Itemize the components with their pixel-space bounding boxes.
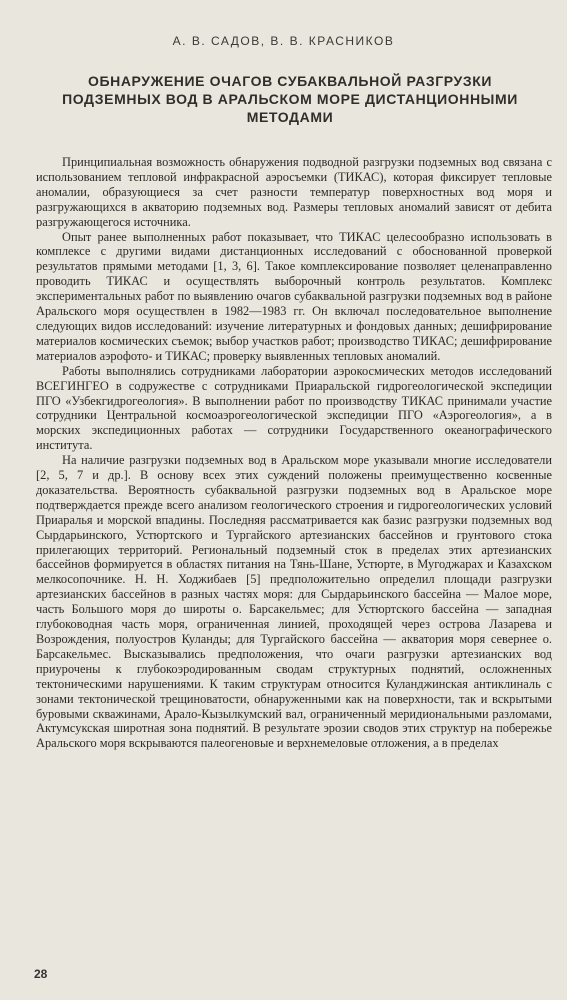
paragraph-3: Работы выполнялись сотрудниками лаборатории аэрокосмических методов исследований ВСЕГИНГЕО в содружестве с сотрудниками Приаральской гидрогеологической экспедиции ПГО «Узбекгидрогеология». В выполнении работ по производству ТИКАС принимали участие сотрудники Центральной космоаэрогеологической экспедиции ПГО «Аэрогеология», а в морских экспедиционных работах — сотрудники Государственного океанографического института. bbox=[36, 363, 552, 453]
paragraph-4: На наличие разгрузки подземных вод в Аральском море указывали многие исследователи [2, 5, 7 и др.]. В основу всех этих суждений положены преимущественно косвенные доказательства. Вероятность субаквальной разгрузки подземных вод в Аральское море подтверждается прежде всего анализом геологического строения и гидрогеологических условий Приаралья и морской впадины. Последняя рассматривается как базис разгрузки подземных вод Сырдарьинского, Устюртского и Тургайского артезианских бассейнов и грунтового стока прилегающих территорий. Региональный подземный сток в пределах этих артезианских бассейнов формируется в областях питания на Тянь-Шане, Устюрте, в Мугоджарах и Казахском мелкосопочнике. Н. Н. Ходжибаев [5] предположительно определил площади разгрузки артезианских бассейнов в разных частях моря: для Сырдарьинского бассейна — Малое море, часть Большого моря до широты о. Барсакельмес; для Устюртского бассейна — западная глубоководная часть моря, ограниченная линией, проходящей через острова Лазарева и Возрождения, полуостров Куланды; для Тургайского бассейна — акватория моря севернее о. Барсакельмес. Высказывались предположения, что очаги разгрузки артезианских вод приурочены к глубокоэродированным сводам структурных поднятий, осложненных тектоническими нарушениями. К таким структурам относится Куланджинская антиклиналь с зонами тектонической трещиноватости, обнаруженными как на поверхности, так и вскрытыми буровыми скважинами, Арало-Кызылкумский вал, ограниченный меридиональными разломами, Актумсукская широтная зона поднятий. В результате эрозии сводов этих структур на побережье Аральского моря вскрываются палеогеновые и верхнемеловые отложения, а в пределах bbox=[36, 453, 552, 751]
paragraph-2: Опыт ранее выполненных работ показывает, что ТИКАС целесообразно использовать в комплексе с другими видами дистанционных исследований с обоснованной проверкой результатов прямыми методами [1, 3, 6]. Такое комплексирование позволяет целенаправленно проводить ТИКАС и осуществлять выборочный контроль результатов. Комплекс экспериментальных работ по выявлению очагов субаквальной разгрузки подземных вод в районе Аральского моря осуществлен в 1982—1983 гг. Он включал последовательное выполнение следующих видов исследований: изучение литературных и фондовых данных; дешифрирование материалов космических съемок; выбор участков работ; производство ТИКАС; дешифрирование материалов аэрофото- и ТИКАС; проверку выявленных тепловых аномалий. bbox=[36, 229, 552, 363]
page-number: 28 bbox=[34, 967, 48, 981]
paragraph-1: Принципиальная возможность обнаружения подводной разгрузки подземных вод связана с использованием тепловой инфракрасной аэросъемки (ТИКАС), которая фиксирует тепловые аномалии, образующиеся за счет разности температур поверхностных вод моря и разгружающихся в акваторию подземных вод. Размеры тепловых аномалий зависят от дебита разгружающегося источника. bbox=[36, 155, 552, 229]
article-authors: А. В. САДОВ, В. В. КРАСНИКОВ bbox=[172, 34, 395, 48]
article-title: ОБНАРУЖЕНИЕ ОЧАГОВ СУБАКВАЛЬНОЙ РАЗГРУЗКИ ПОДЗЕМНЫХ ВОД В АРАЛЬСКОМ МОРЕ ДИСТАНЦИОННЫМИ МЕТОДАМИ bbox=[62, 73, 518, 125]
article-body bbox=[36, 155, 552, 751]
